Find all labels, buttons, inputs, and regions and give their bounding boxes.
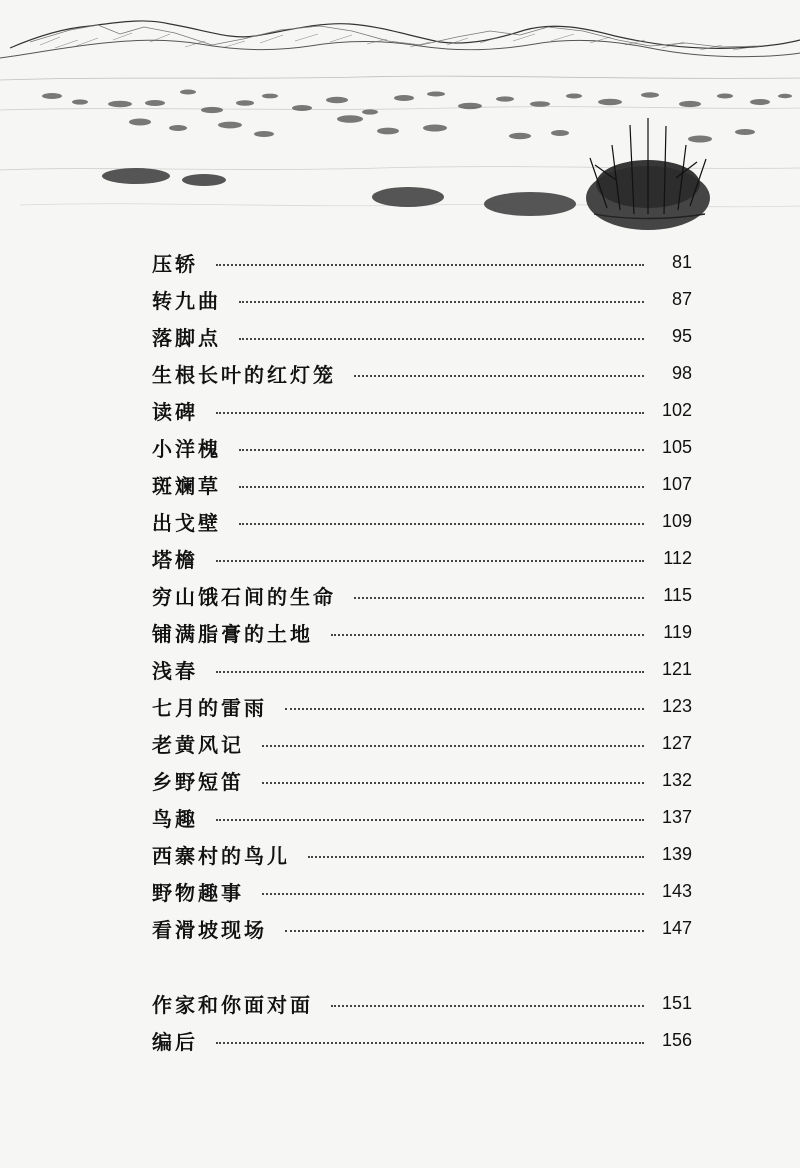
toc-entry-15[interactable] — [152, 762, 692, 799]
toc-appendix-1[interactable] — [152, 985, 692, 1022]
toc-entry-title: 转九曲 — [152, 289, 221, 313]
toc-entry-10[interactable] — [152, 577, 692, 614]
toc-leader-dots — [262, 893, 644, 895]
toc-entry-page: 123 — [661, 696, 692, 716]
toc-entry-title: 老黄风记 — [152, 733, 244, 757]
toc-entry-page: 109 — [661, 511, 692, 531]
toc-appendix-page: 151 — [661, 993, 692, 1013]
desert-landscape-illustration — [0, 0, 800, 245]
toc-leader-dots — [216, 412, 644, 414]
toc-entry-12[interactable] — [152, 651, 692, 688]
toc-entry-page: 112 — [663, 548, 692, 568]
toc-entry-1[interactable] — [152, 244, 692, 281]
toc-entry-11[interactable] — [152, 614, 692, 651]
toc-entry-title: 生根长叶的红灯笼 — [152, 363, 336, 387]
toc-entry-13[interactable] — [152, 688, 692, 725]
medium-shrubs — [102, 168, 576, 216]
toc-leader-dots — [216, 1042, 644, 1044]
toc-entry-5[interactable] — [152, 392, 692, 429]
toc-entry-page: 119 — [663, 622, 692, 642]
toc-entry-2[interactable] — [152, 281, 692, 318]
toc-entry-page: 132 — [661, 770, 692, 790]
toc-leader-dots — [331, 1005, 644, 1007]
toc-appendix-page: 156 — [661, 1030, 692, 1050]
toc-entry-title: 乡野短笛 — [152, 770, 244, 794]
small-shrubs — [42, 90, 792, 143]
toc-entry-page: 107 — [661, 474, 692, 494]
toc-entry-page: 147 — [661, 918, 692, 938]
toc-entry-title: 落脚点 — [152, 326, 221, 350]
toc-entry-page: 98 — [671, 363, 692, 383]
toc-entry-page: 127 — [661, 733, 692, 753]
toc-entry-17[interactable] — [152, 836, 692, 873]
toc-entry-page: 115 — [663, 585, 692, 605]
toc-entry-7[interactable] — [152, 466, 692, 503]
toc-entry-title: 读碑 — [152, 400, 198, 424]
toc-entry-title: 小洋槐 — [152, 437, 221, 461]
toc-leader-dots — [216, 560, 644, 562]
toc-entry-page: 81 — [671, 252, 692, 272]
toc-entry-title: 野物趣事 — [152, 881, 244, 905]
toc-entry-page: 102 — [661, 400, 692, 420]
toc-leader-dots — [262, 782, 644, 784]
toc-leader-dots — [239, 301, 644, 303]
toc-entry-18[interactable] — [152, 873, 692, 910]
toc-entry-title: 七月的雷雨 — [152, 696, 267, 720]
section-gap — [152, 947, 692, 985]
toc-entry-title: 穷山饿石间的生命 — [152, 585, 336, 609]
toc-entry-9[interactable] — [152, 540, 692, 577]
toc-leader-dots — [239, 486, 644, 488]
toc-leader-dots — [354, 375, 644, 377]
toc-entry-title: 压轿 — [152, 252, 198, 276]
toc-entry-page: 143 — [661, 881, 692, 901]
toc-entry-title: 鸟趣 — [152, 807, 198, 831]
toc-entry-title: 铺满脂膏的土地 — [152, 622, 313, 646]
toc-entry-title: 斑斓草 — [152, 474, 221, 498]
toc-entry-page: 95 — [671, 326, 692, 346]
toc-leader-dots — [354, 597, 644, 599]
toc-leader-dots — [239, 523, 644, 525]
table-of-contents — [152, 244, 692, 1059]
toc-entry-page: 105 — [661, 437, 692, 457]
toc-leader-dots — [308, 856, 644, 858]
mountain-range — [0, 21, 800, 58]
toc-entry-19[interactable] — [152, 910, 692, 947]
toc-leader-dots — [216, 819, 644, 821]
toc-entry-title: 看滑坡现场 — [152, 918, 267, 942]
toc-appendix-title: 编后 — [152, 1030, 198, 1054]
toc-entry-4[interactable] — [152, 355, 692, 392]
toc-entry-page: 87 — [671, 289, 692, 309]
toc-entry-title: 浅春 — [152, 659, 198, 683]
toc-entry-3[interactable] — [152, 318, 692, 355]
toc-entry-14[interactable] — [152, 725, 692, 762]
toc-leader-dots — [239, 338, 644, 340]
toc-entry-title: 塔檐 — [152, 548, 198, 572]
toc-leader-dots — [239, 449, 644, 451]
toc-entry-8[interactable] — [152, 503, 692, 540]
toc-leader-dots — [216, 671, 644, 673]
toc-leader-dots — [285, 708, 644, 710]
toc-entry-6[interactable] — [152, 429, 692, 466]
toc-leader-dots — [216, 264, 644, 266]
toc-entry-page: 137 — [661, 807, 692, 827]
toc-appendix-2[interactable] — [152, 1022, 692, 1059]
toc-entry-page: 139 — [661, 844, 692, 864]
large-bush — [586, 118, 710, 230]
toc-entry-title: 西寨村的鸟儿 — [152, 844, 290, 868]
toc-leader-dots — [331, 634, 644, 636]
toc-appendix-title: 作家和你面对面 — [152, 993, 313, 1017]
toc-entry-title: 出戈壁 — [152, 511, 221, 535]
toc-entry-page: 121 — [661, 659, 692, 679]
toc-entry-16[interactable] — [152, 799, 692, 836]
toc-leader-dots — [285, 930, 644, 932]
toc-leader-dots — [262, 745, 644, 747]
